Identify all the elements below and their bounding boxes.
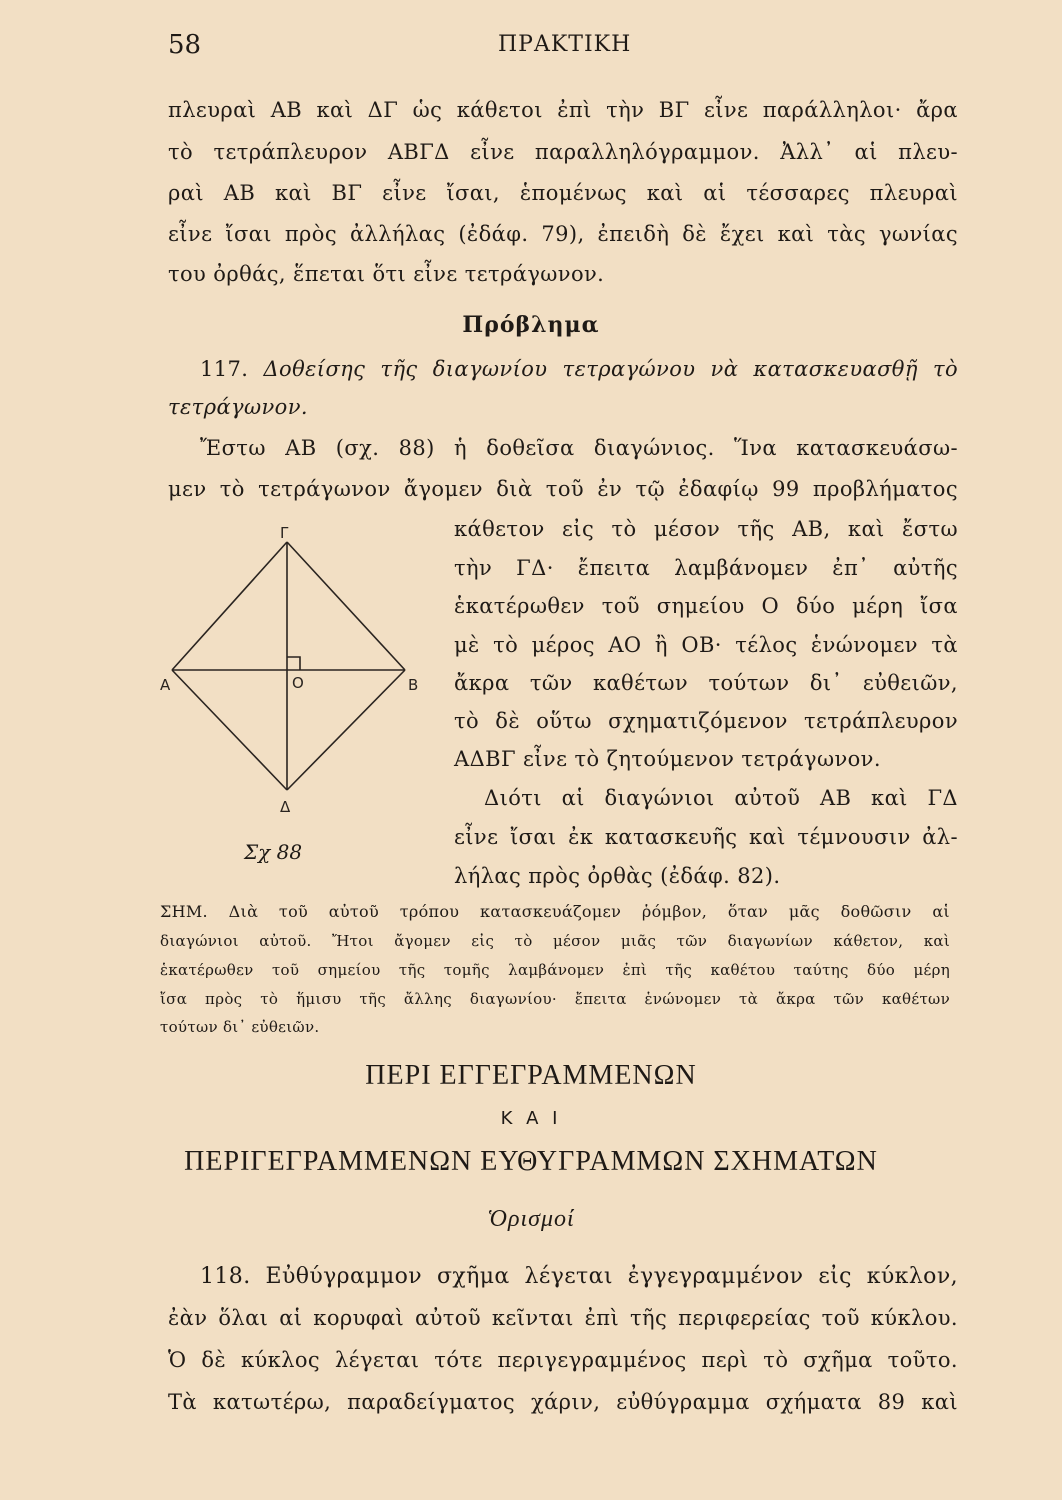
problem-statement: Δοθείσης τῆς διαγωνίου τετραγώνου νὰ κατασκευασθῇ τὸ (263, 357, 959, 381)
side-GA (172, 542, 287, 670)
label-beta: Β (408, 676, 419, 694)
page-number: 58 (168, 30, 202, 60)
figure-caption: Σχ 88 (244, 840, 303, 864)
problem-statement-line: τετράγωνον. (168, 395, 308, 419)
page-header (168, 30, 952, 64)
text-line: του ὀρθάς, ἕπεται ὅτι εἶνε τετράγωνον. (168, 262, 605, 286)
label-delta: Δ (280, 798, 291, 816)
chapter-subtitle: Ὁρισμοί (487, 1206, 575, 1232)
text-line: τὴν ΓΔ· ἔπειτα λαμβάνομεν ἐπ᾽ αὐτῆς (454, 556, 958, 580)
running-title: ΠΡΑΚΤΙΚΗ (498, 32, 632, 57)
side-AD (172, 670, 287, 790)
text-line: Τὰ κατωτέρω, παραδείγματος χάριν, εὐθύγραμμα σχήματα 89 καὶ (168, 1390, 958, 1414)
text-line: τὸ δὲ οὕτω σχηματιζόμενον τετράπλευρον (454, 709, 958, 733)
side-BD (287, 670, 405, 790)
text-line: μεν τὸ τετράγωνον ἄγομεν διὰ τοῦ ἐν τῷ ἐδαφίῳ 99 προβλήματος (168, 477, 958, 501)
text-line: εἶνε ἴσαι ἐκ κατασκευῆς καὶ τέμνουσιν ἀλ- (454, 825, 958, 849)
label-omicron: Ο (292, 674, 304, 692)
text-line: Διότι αἱ διαγώνιοι αὐτοῦ ΑΒ καὶ ΓΔ (484, 786, 958, 810)
note-line: τούτων δι᾽ εὐθειῶν. (160, 1018, 320, 1036)
text-line: ραὶ ΑΒ καὶ ΒΓ εἶνε ἴσαι, ἑπομένως καὶ αἱ τέσσαρες πλευραὶ (168, 181, 958, 205)
text-line: τὸ τετράπλευρον ΑΒΓΔ εἶνε παραλληλόγραμμον. Ἀλλ᾽ αἱ πλευ- (168, 140, 958, 164)
figure-88-square (160, 520, 430, 870)
text-line: 118. Εὐθύγραμμον σχῆμα λέγεται ἐγγεγραμμένον εἰς κύκλον, (200, 1264, 958, 1289)
text-line: ΑΔΒΓ εἶνε τὸ ζητούμενον τετράγωνον. (454, 747, 881, 771)
section-heading: Πρόβλημα (462, 312, 600, 338)
note-line: ἑκατέρωθεν τοῦ σημείου τῆς τομῆς λαμβάνομεν ἐπὶ τῆς καθέτου ταύτης δύο μέρη (160, 961, 950, 979)
text-line: λήλας πρὸς ὀρθὰς (ἐδάφ. 82). (454, 864, 781, 888)
chapter-title-line3: ΠΕΡΙΓΕΓΡΑΜΜΕΝΩΝ ΕΥΘΥΓΡΑΜΜΩΝ ΣΧΗΜΑΤΩΝ (184, 1146, 878, 1177)
text-line: ἑκατέρωθεν τοῦ σημείου Ο δύο μέρη ἴσα (454, 594, 958, 618)
text-line: Ὁ δὲ κύκλος λέγεται τότε περιγεγραμμένος περὶ τὸ σχῆμα τοῦτο. (168, 1348, 958, 1372)
label-alpha: Α (160, 676, 171, 694)
text-line: πλευραὶ ΑΒ καὶ ΔΓ ὡς κάθετοι ἐπὶ τὴν ΒΓ εἶνε παράλληλοι· ἄρα (168, 98, 958, 122)
chapter-title-line2: Κ Α Ι (500, 1108, 562, 1129)
note-line: ΣΗΜ. Διὰ τοῦ αὐτοῦ τρόπου κατασκευάζομεν ῥόμβον, ὅταν μᾶς δοθῶσιν αἱ (160, 902, 950, 921)
text-line: μὲ τὸ μέρος ΑΟ ἢ ΟΒ· τέλος ἑνώνομεν τὰ (454, 633, 958, 657)
label-gamma: Γ (280, 524, 289, 542)
text-line: εἶνε ἴσαι πρὸς ἀλλήλας (ἐδάφ. 79), ἐπειδὴ δὲ ἔχει καὶ τὰς γωνίας (168, 222, 958, 246)
problem-number: 117. (200, 357, 249, 381)
note-line: διαγώνιοι αὐτοῦ. Ἤτοι ἄγομεν εἰς τὸ μέσον μιᾶς τῶν διαγωνίων κάθετον, καὶ (160, 932, 950, 950)
text-line: κάθετον εἰς τὸ μέσον τῆς ΑΒ, καὶ ἔστω (454, 517, 958, 541)
text-line: ἐὰν ὅλαι αἱ κορυφαὶ αὐτοῦ κεῖνται ἐπὶ τῆς περιφερείας τοῦ κύκλου. (168, 1306, 958, 1330)
side-GB (287, 542, 405, 670)
right-angle-mark (287, 657, 300, 670)
problem-statement-line (200, 357, 958, 381)
note-line: ἴσα πρὸς τὸ ἥμισυ τῆς ἄλλης διαγωνίου· ἔπειτα ἑνώνομεν τὰ ἄκρα τῶν καθέτων (160, 990, 950, 1008)
text-line: ἄκρα τῶν καθέτων τούτων δι᾽ εὐθειῶν, (454, 671, 958, 695)
chapter-title-line1: ΠΕΡΙ ΕΓΓΕΓΡΑΜΜΕΝΩΝ (365, 1060, 697, 1091)
text-line: Ἔστω ΑΒ (σχ. 88) ἡ δοθεῖσα διαγώνιος. Ἵνα κατασκευάσω- (200, 436, 958, 460)
